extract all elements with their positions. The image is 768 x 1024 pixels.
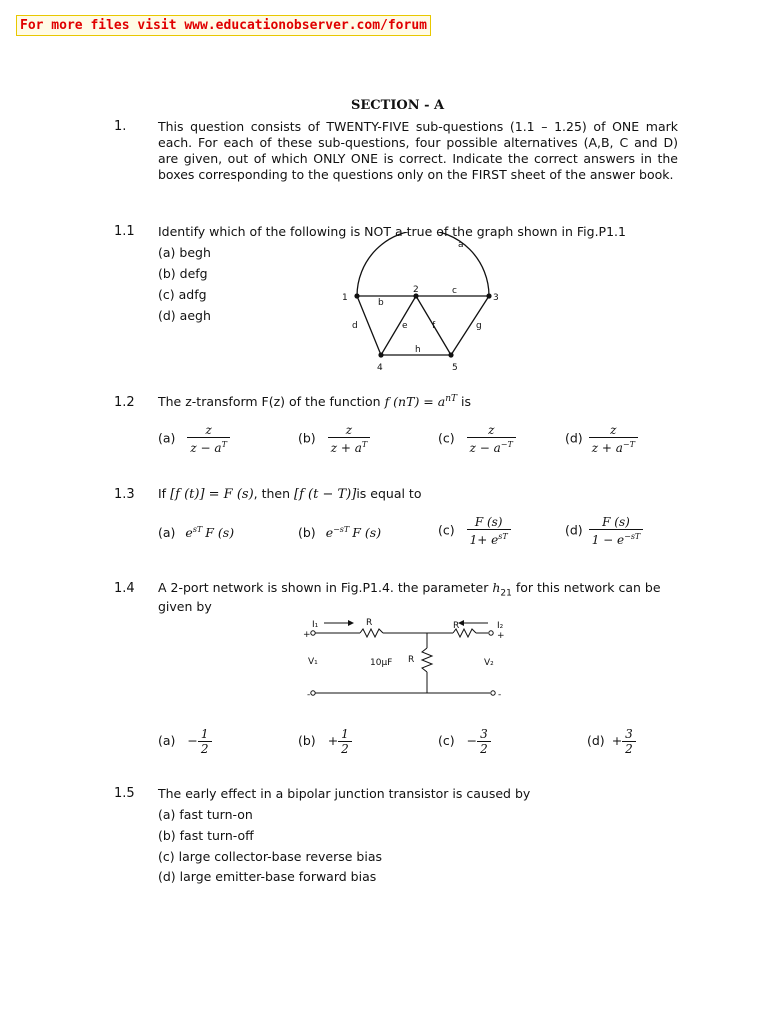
denominator: z − a [469,441,501,455]
question-text: Identify which of the following is NOT a true of the graph shown in Fig.P1.1 [158,224,626,239]
exponent: −T [622,440,635,449]
edge-a [357,232,489,296]
question-text-post: for this network can be [511,580,661,595]
edge-label: d [352,321,358,331]
sign: − [187,733,198,748]
denominator: 2 [198,741,212,756]
voltage-label-v1: V₁ [308,657,318,667]
edge-label: h [415,345,421,355]
polarity-plus: + [497,631,505,641]
question-number: 1.1 [114,224,135,239]
option-c: (c) adfg [158,287,207,302]
numerator: z [488,423,495,437]
numerator: 3 [625,727,633,741]
node-5 [448,352,453,357]
site-banner[interactable]: For more files visit www.educationobserver.com/forum [16,15,431,36]
option-label: (d) [587,733,605,748]
denominator: 2 [622,741,636,756]
numerator: F (s) [602,515,630,529]
current-label-i2: I₂ [497,621,504,631]
option-d [565,423,638,455]
current-label-i1: I₁ [312,620,319,630]
question-text [158,486,421,502]
option-d [587,727,636,756]
option-a: (a) fast turn-on [158,807,253,822]
node-label: 4 [377,363,383,373]
laplace-expression: [f (t)] = F (s) [170,487,254,502]
option-label: (b) [298,733,316,748]
numerator: z [345,423,353,437]
numerator: z [610,423,617,437]
terminal-bottom-left [311,691,315,695]
exponent: sT [498,532,508,541]
numerator: 1 [341,727,349,741]
question-number: 1.3 [114,487,135,502]
option-c [438,727,491,756]
sign: + [327,733,339,748]
question-text-post: is equal to [356,486,422,501]
edge-e [381,296,416,355]
node-label: 1 [342,293,348,303]
sign: − [466,733,478,748]
polarity-plus: + [303,630,311,640]
exp-base: e [325,525,334,541]
option-a [158,727,212,756]
terminal-bottom-right [491,691,495,695]
question-number: 1.4 [114,581,135,596]
option-d: (d) large emitter-base forward bias [158,869,377,884]
expression-rest: F (s) [205,525,235,541]
terminal-top-right [489,631,493,635]
edge-label: b [378,298,384,308]
numerator: 3 [480,727,488,741]
option-b: (b) defg [158,266,208,281]
terminal-top-left [311,631,315,635]
option-b [298,423,370,455]
capacitor-label: 10μF [370,658,393,668]
option-b [298,727,352,756]
option-label: (b) [298,430,316,446]
option-label: (d) [565,430,583,446]
option-label: (a) [158,525,176,541]
parameter-symbol: h [492,580,501,595]
function-expression: f (nT) = a [384,394,446,410]
option-a [158,525,234,540]
option-label: (a) [158,733,176,748]
question-text-then: , then [253,486,295,501]
question-text-pre: The z-transform F(z) of the function [158,394,385,410]
exponent: sT [192,525,203,534]
denominator: z + a [330,441,362,455]
exponent: −sT [333,525,350,534]
resistor-label: R [366,618,373,628]
circuit-figure-p1-4 [298,614,518,706]
denominator: 1+ e [469,533,499,547]
option-label: (c) [438,430,455,446]
edge-label: g [476,321,482,331]
polarity-minus: - [307,690,311,700]
option-a: (a) begh [158,245,211,260]
option-label: (c) [438,733,455,748]
option-b [298,525,381,540]
exponent: T [361,440,368,449]
denominator: 2 [338,741,352,756]
question-text-line2: given by [158,599,212,614]
denominator: z + a [591,441,623,455]
question-text-if: If [158,486,171,501]
question-instructions: This question consists of TWENTY-FIVE sub-questions (1.1 – 1.25) of ONE mark each. For each of these sub-questions, four possible alternatives (A,B, C and D) are given, out of which ONLY ONE is correct. Indicate the correct answers in the boxes corresponding to the questions only on the FIRST sheet of the answer book. [158,119,678,182]
node-4 [378,352,383,357]
option-c [438,423,516,455]
option-c: (c) large collector-base reverse bias [158,849,382,864]
edge-label: c [452,286,457,296]
question-text [158,580,661,599]
edge-label: f [432,321,436,331]
arrow-i1-head [348,620,354,626]
polarity-minus: - [498,690,502,700]
denominator: z − a [190,441,222,455]
question-text-post: is [457,394,471,410]
resistor-label: R [408,655,415,665]
resistor-label: R [453,621,460,631]
shifted-expression: [f (t − T)] [294,487,357,502]
denominator: 1 − e [591,533,625,547]
edge-label: e [402,321,408,331]
section-title: SECTION - A [351,98,445,113]
function-exponent: nT [445,394,458,404]
option-label: (b) [298,525,316,541]
node-label: 5 [452,363,458,373]
numerator: z [205,423,212,437]
exponent: −sT [624,532,641,541]
option-label: (d) [565,522,583,538]
exponent: T [221,440,227,449]
node-label: 3 [493,293,499,303]
question-number: 1.5 [114,786,135,801]
node-3 [486,293,491,298]
parameter-subscript: 21 [500,588,512,599]
voltage-label-v2: V₂ [484,658,494,668]
option-label: (c) [438,522,455,538]
question-text [158,394,471,409]
question-number: 1.2 [114,395,135,410]
numerator: F (s) [474,515,503,529]
numerator: 1 [200,727,209,741]
edge-g [451,296,489,355]
node-1 [354,293,359,298]
option-b: (b) fast turn-off [158,828,254,843]
node-label: 2 [413,285,419,295]
exponent: −T [500,440,513,449]
question-text: The early effect in a bipolar junction transistor is caused by [158,786,531,801]
question-number: 1. [114,119,127,134]
expression-rest: F (s) [352,525,382,541]
option-d: (d) aegh [158,308,211,323]
option-c [438,515,511,547]
exp-base: e [185,525,193,541]
option-label: (a) [158,430,176,446]
option-a [158,423,230,455]
sign: + [611,733,623,748]
question-text-pre: A 2-port network is shown in Fig.P1.4. the parameter [158,580,493,595]
graph-figure-p1-1 [330,232,520,377]
option-d [565,515,643,547]
edge-label: a [458,240,464,250]
resistor-left [360,629,383,637]
resistor-shunt [422,648,432,672]
denominator: 2 [477,741,491,756]
